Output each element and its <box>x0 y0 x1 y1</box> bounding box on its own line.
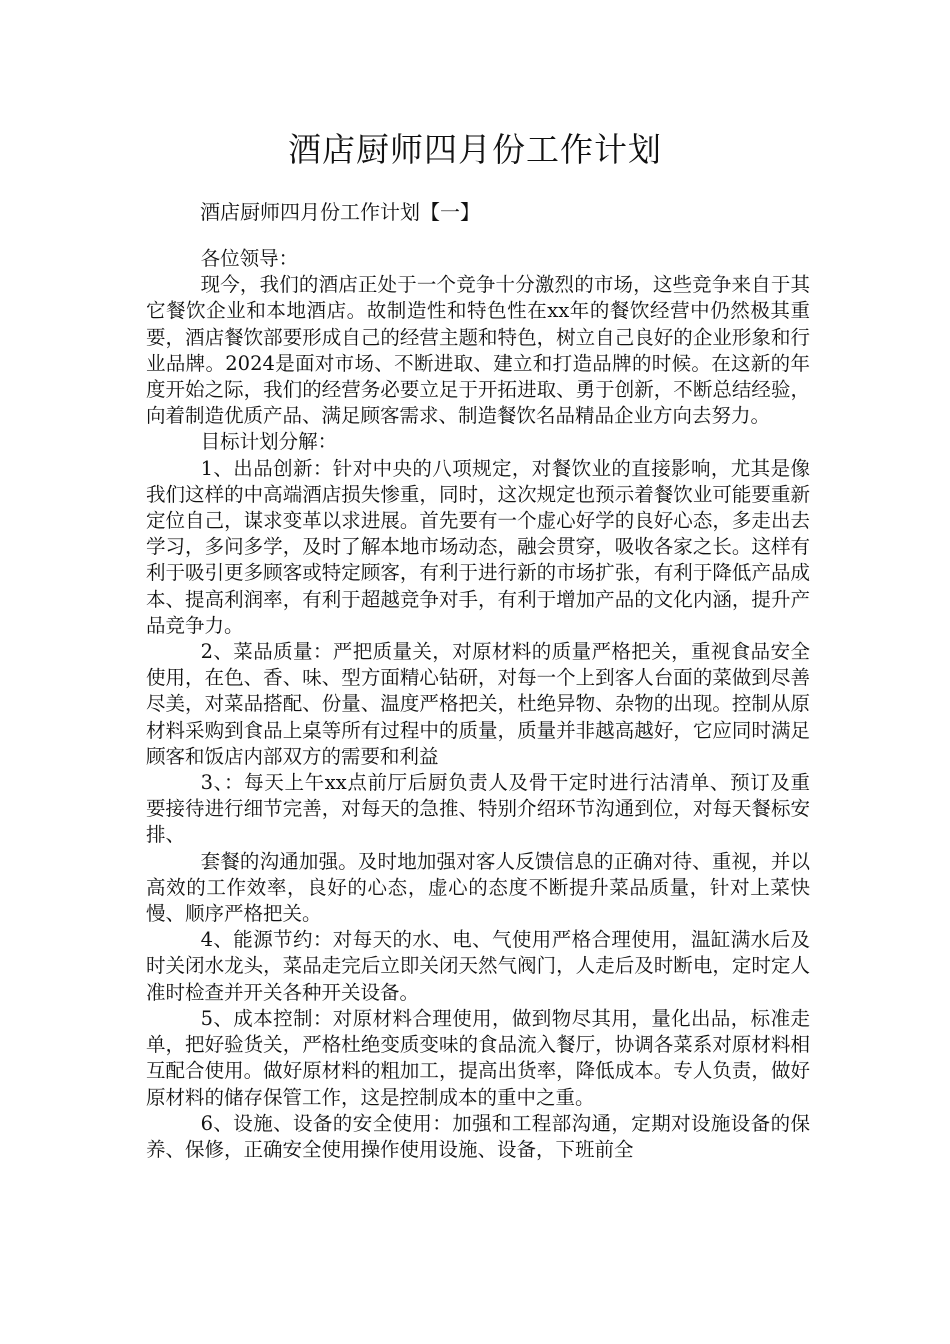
paragraph-goal-heading: 目标计划分解： <box>200 430 338 454</box>
document-subtitle: 酒店厨师四月份工作计划【一】 <box>200 200 480 224</box>
paragraph-item-3-continued: 套餐的沟通加强。及时地加强对客人反馈信息的正确对待、重视，并以高效的工作效率，良好的心态，虚心的态度不断提升菜品质量，针对上菜快慢、顺序严格把关。 <box>146 849 810 926</box>
paragraph-salutation: 各位领导： <box>200 247 299 270</box>
paragraph-item-4: 4、能源节约：对每天的水、电、气使用严格合理使用，温缸满水后及时关闭水龙头，菜品走完后立即关闭天然气阀门，人走后及时断电，定时定人准时检查并开关各种开关设备。 <box>146 928 810 1004</box>
paragraph-item-5: 5、成本控制：对原材料合理使用，做到物尽其用，量化出品，标准走单，把好验货关，严格杜绝变质变味的食品流入餐厅，协调各菜系对原材料相互配合使用。做好原材料的粗加工，提高出货率，降低成本。专人负责，做好原材料的储存保管工作，这是控制成本的重中之重。 <box>146 1006 810 1109</box>
paragraph-intro: 现今，我们的酒店正处于一个竞争十分激烈的市场，这些竞争来自于其它餐饮企业和本地酒店。故制造性和特色性在xx年的餐饮经营中仍然极其重要，酒店餐饮部要形成自己的经营主题和特色，树立自己良好的企业形象和行业品牌。2024是面对市场、不断进取、建立和打造品牌的时候。在这新的年度开始之际，我们的经营务必要立足于开拓进取、勇于创新，不断总结经验，向着制造优质产品、满足顾客需求、制造餐饮名品精品企业方向去努力。 <box>146 273 810 428</box>
paragraph-item-2: 2、菜品质量：严把质量关，对原材料的质量严格把关，重视食品安全使用，在色、香、味、型方面精心钻研，对每一个上到客人台面的菜做到尽善尽美，对菜品搭配、份量、温度严格把关，杜绝异物、杂物的出现。控制从原材料采购到食品上桌等所有过程中的质量，质量并非越高越好，它应同时满足顾客和饭店内部双方的需要和利益 <box>146 640 810 768</box>
paragraph-item-6: 6、设施、设备的安全使用：加强和工程部沟通，定期对设施设备的保养、保修，正确安全使用操作使用设施、设备，下班前全 <box>146 1111 810 1161</box>
document-body <box>146 246 810 1163</box>
paragraph-item-1: 1、出品创新：针对中央的八项规定，对餐饮业的直接影响，尤其是像我们这样的中高端酒店损失惨重，同时，这次规定也预示着餐饮业可能要重新定位自己，谋求变革以求进展。首先要有一个虚心好学的良好心态，多走出去学习，多问多学，及时了解本地市场动态，融会贯穿，吸收各家之长。这样有利于吸引更多顾客或特定顾客，有利于进行新的市场扩张，有利于降低产品成本、提高利润率，有利于超越竞争对手，有利于增加产品的文化内涵，提升产品竞争力。 <box>146 456 810 637</box>
paragraph-item-3: 3、：每天上午xx点前厅后厨负责人及骨干定时进行沽清单、预订及重要接待进行细节完善，对每天的急推、特别介绍环节沟通到位，对每天餐标安排、 <box>146 771 810 847</box>
document-title: 酒店厨师四月份工作计划 <box>288 130 662 169</box>
